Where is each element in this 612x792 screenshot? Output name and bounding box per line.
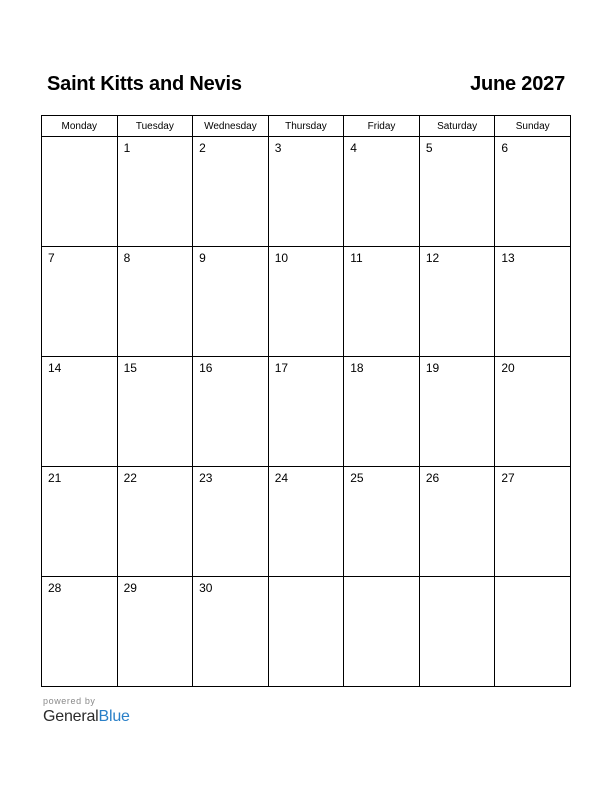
day-cell bbox=[495, 137, 571, 247]
day-cell bbox=[193, 247, 269, 357]
day-cell bbox=[419, 247, 495, 357]
day-number: 27 bbox=[501, 471, 515, 485]
day-cell bbox=[495, 467, 571, 577]
day-number: 2 bbox=[199, 141, 206, 155]
day-number: 8 bbox=[123, 251, 131, 265]
day-number bbox=[420, 577, 495, 581]
day-cell bbox=[495, 247, 571, 357]
day-cell bbox=[193, 467, 269, 577]
day-cell bbox=[117, 247, 193, 357]
day-number: 25 bbox=[350, 471, 364, 485]
day-cell bbox=[268, 467, 344, 577]
day-cell bbox=[193, 137, 269, 247]
day-number: 12 bbox=[425, 251, 440, 265]
weekday-header-row bbox=[42, 116, 571, 137]
brand-blue-text: Blue bbox=[98, 708, 130, 725]
day-number: 16 bbox=[199, 361, 213, 375]
weekday-monday: Monday bbox=[42, 116, 118, 137]
powered-by-label: powered by bbox=[43, 696, 96, 706]
month-title: June 2027 bbox=[470, 73, 565, 95]
country-title: Saint Kitts and Nevis bbox=[47, 73, 242, 95]
day-cell bbox=[42, 247, 118, 357]
week-row-3 bbox=[42, 357, 571, 467]
day-cell bbox=[344, 357, 420, 467]
day-number bbox=[344, 577, 419, 581]
weekday-friday: Friday bbox=[344, 116, 420, 137]
day-cell bbox=[419, 357, 495, 467]
day-number: 5 bbox=[425, 141, 433, 155]
day-number: 6 bbox=[501, 141, 509, 155]
day-cell bbox=[344, 467, 420, 577]
day-number: 13 bbox=[501, 251, 515, 265]
day-cell bbox=[193, 357, 269, 467]
day-cell bbox=[344, 137, 420, 247]
brand-general-text: General bbox=[43, 708, 99, 725]
day-number: 24 bbox=[274, 471, 289, 485]
day-number: 19 bbox=[425, 361, 440, 375]
day-cell bbox=[419, 467, 495, 577]
day-cell bbox=[268, 577, 344, 687]
day-number: 9 bbox=[199, 251, 206, 265]
day-cell bbox=[495, 357, 571, 467]
day-number: 11 bbox=[350, 251, 363, 265]
day-number: 28 bbox=[48, 581, 62, 595]
day-number bbox=[495, 577, 570, 581]
day-cell bbox=[42, 577, 118, 687]
day-cell bbox=[117, 357, 193, 467]
day-number: 7 bbox=[48, 251, 55, 265]
day-number: 22 bbox=[123, 471, 137, 485]
calendar-grid bbox=[41, 115, 571, 687]
day-cell bbox=[344, 577, 420, 687]
day-number: 21 bbox=[48, 471, 62, 485]
day-cell bbox=[117, 577, 193, 687]
day-cell bbox=[42, 137, 118, 247]
weekday-tuesday: Tuesday bbox=[117, 116, 193, 137]
day-cell bbox=[268, 247, 344, 357]
day-number: 17 bbox=[274, 361, 289, 375]
footer-branding bbox=[43, 696, 130, 727]
week-row-2 bbox=[42, 247, 571, 357]
day-cell bbox=[268, 137, 344, 247]
weekday-sunday: Sunday bbox=[495, 116, 571, 137]
day-number: 4 bbox=[350, 141, 357, 155]
day-number: 20 bbox=[501, 361, 515, 375]
day-cell bbox=[344, 247, 420, 357]
day-number bbox=[269, 577, 344, 581]
day-cell bbox=[117, 467, 193, 577]
day-cell bbox=[117, 137, 193, 247]
week-row-5 bbox=[42, 577, 571, 687]
day-number: 3 bbox=[274, 141, 282, 155]
week-row-1 bbox=[42, 137, 571, 247]
day-number: 23 bbox=[199, 471, 213, 485]
day-cell bbox=[419, 577, 495, 687]
day-number: 10 bbox=[274, 251, 289, 265]
weekday-wednesday: Wednesday bbox=[193, 116, 269, 137]
day-number: 30 bbox=[199, 581, 213, 595]
calendar-header bbox=[41, 70, 571, 100]
day-cell bbox=[193, 577, 269, 687]
week-row-4 bbox=[42, 467, 571, 577]
day-cell bbox=[495, 577, 571, 687]
day-cell bbox=[42, 357, 118, 467]
weekday-thursday: Thursday bbox=[268, 116, 344, 137]
weekday-saturday: Saturday bbox=[419, 116, 495, 137]
brand-logo[interactable] bbox=[43, 707, 130, 727]
day-number bbox=[42, 137, 117, 141]
day-cell bbox=[268, 357, 344, 467]
day-number: 15 bbox=[123, 361, 137, 375]
day-number: 14 bbox=[48, 361, 62, 375]
day-cell bbox=[42, 467, 118, 577]
day-number: 18 bbox=[350, 361, 364, 375]
day-cell bbox=[419, 137, 495, 247]
day-number: 26 bbox=[425, 471, 440, 485]
day-number: 1 bbox=[123, 141, 131, 155]
day-number: 29 bbox=[123, 581, 137, 595]
